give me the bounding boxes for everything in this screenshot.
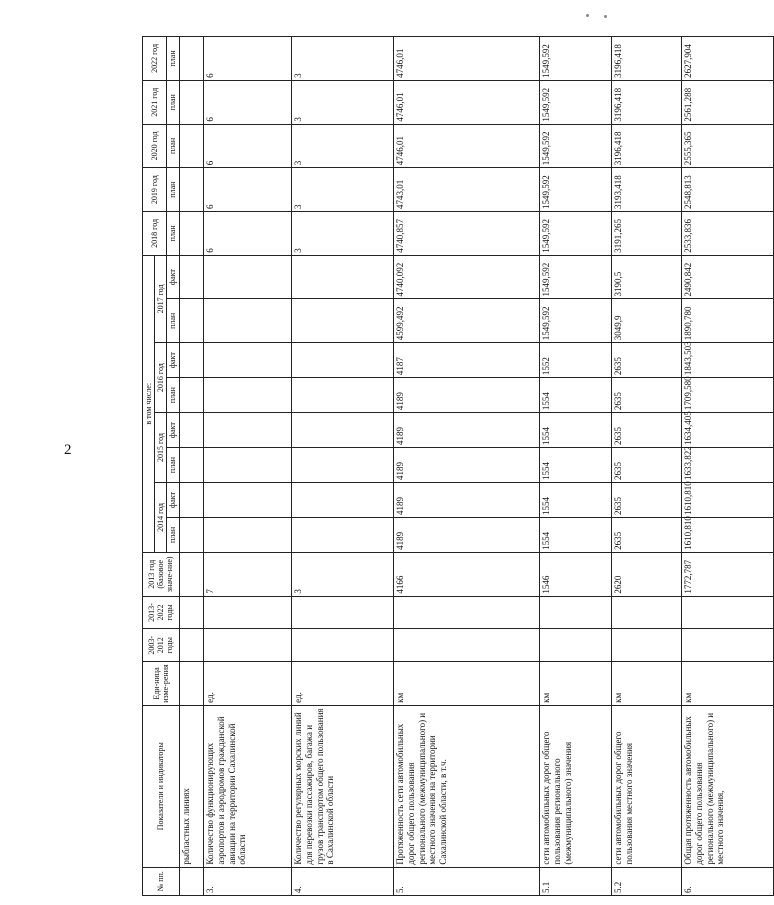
cell-c2003 xyxy=(393,629,539,662)
cell-y2017p: 4599,492 xyxy=(393,299,539,343)
cell-y2017f: 1549,592 xyxy=(539,255,611,299)
cell-y2016f: 1843,503 xyxy=(681,343,773,378)
cell-y2014p: 1554 xyxy=(539,517,611,552)
cell-y2022 xyxy=(179,37,203,81)
cell-c2013-22 xyxy=(179,596,203,629)
cell-y2014p xyxy=(203,517,291,552)
cell-y2016f: 2635 xyxy=(611,343,681,378)
indicators-table xyxy=(142,36,774,896)
cell-y2017p xyxy=(179,299,203,343)
cell-y2014f xyxy=(203,483,291,518)
table-row xyxy=(611,37,681,896)
cell-y2014p: 1610,810 xyxy=(681,517,773,552)
cell-c2003 xyxy=(179,629,203,662)
cell-unit: км xyxy=(681,662,773,706)
cell-y2015f xyxy=(203,413,291,448)
header-plan: план xyxy=(167,378,179,413)
cell-c2013-22 xyxy=(611,596,681,629)
cell-base xyxy=(179,552,203,596)
cell-y2014p: 2635 xyxy=(611,517,681,552)
rotated-table-container xyxy=(142,36,774,896)
header-unit: Еди-ница изме-рения xyxy=(143,662,180,706)
header-fact: факт xyxy=(167,413,179,448)
table-row xyxy=(179,37,203,896)
cell-y2020: 3 xyxy=(291,124,393,168)
cell-c2003 xyxy=(611,629,681,662)
cell-num: 3. xyxy=(203,867,291,895)
cell-y2018: 1549,592 xyxy=(539,212,611,256)
cell-y2019 xyxy=(179,168,203,212)
cell-y2020: 1549,592 xyxy=(539,124,611,168)
header-plan: план xyxy=(167,299,179,343)
header-2016: 2016 год xyxy=(155,343,167,413)
cell-base: 7 xyxy=(203,552,291,596)
cell-y2021: 3 xyxy=(291,80,393,124)
cell-y2021: 1549,592 xyxy=(539,80,611,124)
cell-base: 1772,787 xyxy=(681,552,773,596)
cell-base: 2620 xyxy=(611,552,681,596)
cell-c2003 xyxy=(681,629,773,662)
cell-y2016p: 4189 xyxy=(393,378,539,413)
cell-y2021: 4746,01 xyxy=(393,80,539,124)
cell-indicator: сети автомобильных дорог общего пользования местного значения xyxy=(611,705,681,867)
cell-y2017p xyxy=(291,299,393,343)
cell-y2019: 6 xyxy=(203,168,291,212)
cell-y2016p: 1709,580 xyxy=(681,378,773,413)
cell-y2017f xyxy=(203,255,291,299)
cell-y2021: 3196,418 xyxy=(611,80,681,124)
header-2013-2022: 2013-2022 годы xyxy=(143,596,180,629)
cell-y2015f: 2635 xyxy=(611,413,681,448)
cell-y2022: 3 xyxy=(291,37,393,81)
cell-indicator: Протяженность сети автомобильных дорог общего пользования регионального (межмуниципального) и местного значения на территории Сахалинской области, в т.ч. xyxy=(393,705,539,867)
cell-y2015p xyxy=(179,448,203,483)
cell-num: 5.1 xyxy=(539,867,611,895)
cell-y2015f: 1554 xyxy=(539,413,611,448)
cell-y2016p: 2635 xyxy=(611,378,681,413)
header-num: № пп. xyxy=(143,867,180,895)
header-2019: 2019 год xyxy=(143,168,167,212)
cell-y2015p: 1554 xyxy=(539,448,611,483)
cell-y2022: 4746,01 xyxy=(393,37,539,81)
cell-y2014f: 1610,810 xyxy=(681,483,773,518)
cell-base: 1546 xyxy=(539,552,611,596)
table-row xyxy=(393,37,539,896)
cell-y2016f: 1552 xyxy=(539,343,611,378)
table-row xyxy=(203,37,291,896)
cell-y2016f xyxy=(203,343,291,378)
header-plan: план xyxy=(167,517,179,552)
cell-y2022: 2627,904 xyxy=(681,37,773,81)
header-2018: 2018 год xyxy=(143,212,167,256)
cell-unit: км xyxy=(539,662,611,706)
cell-num: 5. xyxy=(393,867,539,895)
cell-unit: ед. xyxy=(291,662,393,706)
page-number: 2 xyxy=(64,442,72,458)
cell-c2013-22 xyxy=(393,596,539,629)
cell-c2013-22 xyxy=(203,596,291,629)
cell-c2003 xyxy=(291,629,393,662)
cell-num: 6. xyxy=(681,867,773,895)
cell-y2016f xyxy=(179,343,203,378)
cell-c2003 xyxy=(203,629,291,662)
cell-y2017p xyxy=(203,299,291,343)
cell-y2015f: 1634,405 xyxy=(681,413,773,448)
cell-indicator: Количество функционирующих аэропортов и аэродромов гражданской авиации на территории Сахалинской области xyxy=(203,705,291,867)
cell-y2019: 4743,01 xyxy=(393,168,539,212)
header-plan: план xyxy=(167,448,179,483)
cell-y2020: 2555,365 xyxy=(681,124,773,168)
cell-base: 3 xyxy=(291,552,393,596)
cell-y2015p: 2635 xyxy=(611,448,681,483)
cell-num: 5.2 xyxy=(611,867,681,895)
cell-indicator: рыбластных линиях xyxy=(179,705,203,867)
cell-y2018: 3191,265 xyxy=(611,212,681,256)
cell-y2015p: 1633,822 xyxy=(681,448,773,483)
cell-y2019: 3193,418 xyxy=(611,168,681,212)
cell-y2014p xyxy=(291,517,393,552)
cell-y2020: 4746,01 xyxy=(393,124,539,168)
cell-c2013-22 xyxy=(291,596,393,629)
cell-y2018: 3 xyxy=(291,212,393,256)
cell-y2019: 2548,813 xyxy=(681,168,773,212)
header-2022: 2022 год xyxy=(143,37,167,81)
cell-y2016p xyxy=(179,378,203,413)
cell-y2014f xyxy=(179,483,203,518)
scan-speck xyxy=(586,14,589,17)
cell-num: 4. xyxy=(291,867,393,895)
cell-y2014f: 2635 xyxy=(611,483,681,518)
header-in-total: в том числе: xyxy=(143,255,155,552)
cell-unit: км xyxy=(393,662,539,706)
cell-y2018 xyxy=(179,212,203,256)
cell-y2015p xyxy=(203,448,291,483)
cell-indicator: Общая протяженность автомобильных дорог общего пользования регионального (межмуниципального) и местного значения, xyxy=(681,705,773,867)
cell-y2022: 6 xyxy=(203,37,291,81)
cell-y2017f xyxy=(179,255,203,299)
header-plan: план xyxy=(167,37,179,81)
cell-y2021: 6 xyxy=(203,80,291,124)
cell-base: 4166 xyxy=(393,552,539,596)
header-fact: факт xyxy=(167,483,179,518)
cell-y2022: 3196,418 xyxy=(611,37,681,81)
cell-y2020: 6 xyxy=(203,124,291,168)
cell-y2017p: 3049,9 xyxy=(611,299,681,343)
header-indicator: Показатели и индикаторы xyxy=(143,705,180,867)
cell-y2014f xyxy=(291,483,393,518)
cell-c2013-22 xyxy=(539,596,611,629)
header-2013-base: 2013 год (базовое значе-ние) xyxy=(143,552,180,596)
cell-y2017f: 2490,842 xyxy=(681,255,773,299)
header-plan: план xyxy=(167,212,179,256)
cell-y2018: 2533,836 xyxy=(681,212,773,256)
header-2017: 2017 год xyxy=(155,255,167,342)
cell-indicator: сети автомобильных дорог общего пользования регионального (межмуниципального) значения xyxy=(539,705,611,867)
cell-y2018: 6 xyxy=(203,212,291,256)
cell-y2017f: 3190,5 xyxy=(611,255,681,299)
header-2015: 2015 год xyxy=(155,413,167,483)
cell-y2015f xyxy=(291,413,393,448)
header-plan: план xyxy=(167,124,179,168)
cell-y2014f: 4189 xyxy=(393,483,539,518)
cell-y2019: 1549,592 xyxy=(539,168,611,212)
cell-y2017p: 1890,780 xyxy=(681,299,773,343)
cell-y2016f xyxy=(291,343,393,378)
table-body xyxy=(179,37,773,896)
cell-y2020 xyxy=(179,124,203,168)
cell-y2021: 2561,288 xyxy=(681,80,773,124)
cell-y2014f: 1554 xyxy=(539,483,611,518)
header-2020: 2020 год xyxy=(143,124,167,168)
cell-y2016p xyxy=(291,378,393,413)
cell-y2019: 3 xyxy=(291,168,393,212)
cell-y2015f: 4189 xyxy=(393,413,539,448)
cell-y2014p: 4189 xyxy=(393,517,539,552)
cell-y2016p xyxy=(203,378,291,413)
cell-y2015p: 4189 xyxy=(393,448,539,483)
cell-unit: ед. xyxy=(203,662,291,706)
cell-y2015f xyxy=(179,413,203,448)
cell-unit xyxy=(179,662,203,706)
header-fact: факт xyxy=(167,343,179,378)
table-row xyxy=(681,37,773,896)
header-2021: 2021 год xyxy=(143,80,167,124)
cell-unit: км xyxy=(611,662,681,706)
table-row xyxy=(291,37,393,896)
table-row xyxy=(539,37,611,896)
header-plan: план xyxy=(167,80,179,124)
cell-y2018: 4740,857 xyxy=(393,212,539,256)
cell-y2016f: 4187 xyxy=(393,343,539,378)
header-plan: план xyxy=(167,168,179,212)
cell-y2021 xyxy=(179,80,203,124)
cell-y2017f: 4740,092 xyxy=(393,255,539,299)
cell-y2014p xyxy=(179,517,203,552)
header-2014: 2014 год xyxy=(155,483,167,553)
cell-c2003 xyxy=(539,629,611,662)
cell-y2017p: 1549,592 xyxy=(539,299,611,343)
header-2003-2012: 2003-2012 годы xyxy=(143,629,180,662)
cell-y2016p: 1554 xyxy=(539,378,611,413)
cell-indicator: Количество регулярных морских линий для перевозки пассажиров, багажа и грузов транспортом общего пользования в Сахалинской области xyxy=(291,705,393,867)
cell-c2013-22 xyxy=(681,596,773,629)
cell-y2017f xyxy=(291,255,393,299)
cell-y2015p xyxy=(291,448,393,483)
cell-num xyxy=(179,867,203,895)
header-fact: факт xyxy=(167,255,179,299)
scan-speck xyxy=(604,15,607,18)
cell-y2022: 1549,592 xyxy=(539,37,611,81)
cell-y2020: 3196,418 xyxy=(611,124,681,168)
